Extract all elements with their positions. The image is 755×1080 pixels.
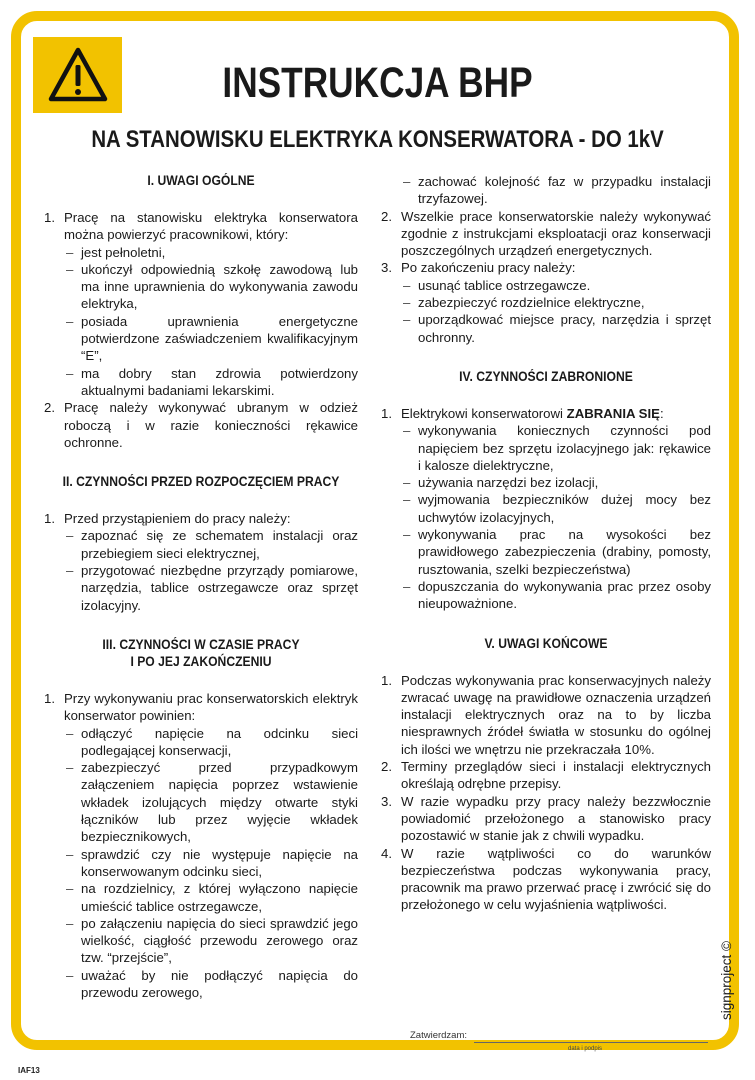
bullet-item: – posiada uprawnienia energetyczne potwierdzone zaświadczeniem kwalifikacyjnym “E”,	[64, 313, 358, 365]
list-item	[381, 259, 711, 345]
item-text: W razie wątpliwości co do warunków bezpieczeństwa podczas wykonywania pracy, pracownik ma prawo przerwać pracę i zwrócić się do przełożonego w celu wyjaśnienia wątpliwości.	[401, 845, 711, 913]
section-1-heading: I. UWAGI OGÓLNE	[147, 173, 255, 188]
bullet-item: – sprawdzić czy nie występuje napięcie na konserwowanym odcinku sieci,	[64, 846, 358, 881]
item-number: 4.	[381, 845, 392, 861]
section-5-list	[381, 672, 711, 914]
page-subtitle: NA STANOWISKU ELEKTRYKA KONSERWATORA - DO 1kV	[91, 126, 664, 153]
bullet-item: – wyjmowania bezpieczników dużej mocy bez uchwytów izolacyjnych,	[401, 491, 711, 526]
list-item	[44, 690, 358, 1001]
bullet-item: – ma dobry stan zdrowia potwierdzony aktualnymi badaniami lekarskimi.	[64, 365, 358, 400]
section-4-heading: IV. CZYNNOŚCI ZABRONIONE	[459, 368, 633, 384]
item-number: 2.	[381, 759, 392, 775]
bullet-list	[64, 725, 358, 1002]
signature-line	[474, 1042, 708, 1043]
item-text: Wszelkie prace konserwatorskie należy wykonywać zgodnie z instrukcjami eksploatacji oraz konserwacji poszczególnych urządzeń energetycznych.	[401, 208, 711, 259]
item-text: Terminy przeglądów sieci i instalacji elektrycznych określają odrębne przepisy.	[401, 759, 711, 792]
item-number: 1.	[44, 210, 55, 225]
item-text: Przy wykonywaniu prac konserwatorskich elektryk konserwator powinien:	[64, 690, 358, 724]
item-text: Elektrykowi konserwatorowi	[401, 405, 563, 421]
list-item	[381, 845, 711, 914]
item-number: 1.	[381, 672, 392, 688]
item-number: 1.	[381, 405, 392, 421]
item-text: W razie wypadku przy pracy należy bezzwłocznie powiadomić przełożonego a stanowisko pracy pozostawić w stanie jak z chwili wypadku.	[401, 793, 711, 844]
page-title: INSTRUKCJA BHP	[222, 59, 533, 107]
colon: :	[659, 405, 664, 421]
bullet-item: – uporządkować miejsce pracy, narzędzia i sprzęt ochronny.	[401, 311, 711, 346]
item-number: 1.	[44, 511, 55, 527]
item-number: 2.	[381, 208, 392, 224]
approve-label: Zatwierdzam:	[410, 1030, 468, 1041]
list-item	[381, 793, 711, 845]
bullet-list	[64, 527, 358, 613]
section-1-list	[44, 209, 358, 451]
section-3-heading-line-1: III. CZYNNOŚCI W CZASIE PRACY	[102, 636, 300, 652]
item-text: Podczas wykonywania prac konserwacyjnych należy zwracać uwagę na prawidłowe oznaczenia urządzeń instalacji elektrycznych oraz na to by liczba niesprawnych źródeł światła w stosunku do ogólnej ich ilości we wnętrzu nie przekraczała 10%.	[401, 672, 711, 757]
list-item	[381, 405, 711, 613]
bullet-item: – używania narzędzi bez izolacji,	[401, 474, 711, 491]
bullet-item: – zapoznać się ze schematem instalacji oraz przebiegiem sieci elektrycznej,	[64, 527, 358, 562]
list-item	[44, 510, 358, 614]
section-3-list	[44, 690, 358, 1001]
bullet-item: – ukończył odpowiednią szkołę zawodową lub ma inne uprawnienia do wykonywania zawodu elektryka,	[64, 261, 358, 313]
item-text: Przed przystąpieniem do pracy należy:	[64, 511, 291, 527]
list-item	[381, 758, 711, 793]
bullet-item: – zabezpieczyć przed przypadkowym załączeniem napięcia poprzez wstawienie wkładek izolujących między otwarte styki łączników lub przez wyjęcie wkładek bezpiecznikowych,	[64, 759, 358, 845]
bullet-item: – odłączyć napięcie na odcinku sieci podlegającej konserwacji,	[64, 725, 358, 760]
section-3-heading	[60, 636, 343, 670]
item-number: 2.	[44, 400, 55, 416]
bullet-list	[401, 422, 711, 612]
item-number: 3.	[381, 260, 392, 276]
section-2-list	[44, 510, 358, 614]
bullet-list-continued	[381, 173, 711, 208]
item-number: 3.	[381, 793, 392, 809]
bullet-item: – zachować kolejność faz w przypadku instalacji trzyfazowej.	[401, 173, 711, 208]
bullet-item: – usunąć tablice ostrzegawcze.	[401, 277, 711, 294]
item-text: Pracę należy wykonywać ubranym w odzież roboczą i w razie konieczności rękawice ochronne.	[64, 400, 358, 450]
section-5-heading: V. UWAGI KOŃCOWE	[484, 635, 608, 651]
left-column	[44, 172, 358, 1001]
brand-mark: signproject ©	[719, 941, 734, 1020]
bullet-item: – przygotować niezbędne przyrządy pomiarowe, narzędzia, tablice ostrzegawcze oraz sprzęt izolacyjny.	[64, 562, 358, 614]
section-3-heading-line-2: I PO JEJ ZAKOŃCZENIU	[130, 653, 272, 669]
right-column	[381, 173, 711, 914]
list-item	[381, 208, 711, 260]
section-2-heading: II. CZYNNOŚCI PRZED ROZPOCZĘCIEM PRACY	[62, 474, 340, 490]
section-4-list	[381, 405, 711, 613]
approve-sublabel: data i podpis	[568, 1046, 603, 1052]
bullet-item: – po załączeniu napięcia do sieci sprawdzić jego wielkość, ciągłość przewodu zerowego oraz tzw. “przejście”,	[64, 915, 358, 967]
bullet-list	[401, 277, 711, 346]
bullet-item: – wykonywania prac na wysokości bez prawidłowego zabezpieczenia (drabiny, pomosty, rusztowania, szelki bezpieczeństwa)	[401, 526, 711, 578]
bullet-item: – zabezpieczyć rozdzielnice elektryczne,	[401, 294, 711, 311]
list-item	[381, 672, 711, 758]
bullet-item: – na rozdzielnicy, z której wyłączono napięcie umieścić tablice ostrzegawcze,	[64, 880, 358, 915]
list-item	[44, 209, 358, 399]
bullet-item: – uważać by nie podłączyć napięcia do przewodu zerowego,	[64, 967, 358, 1002]
bullet-item: – wykonywania koniecznych czynności pod napięciem bez sprzętu izolacyjnego jak: rękawice i kalosze dielektryczne,	[401, 422, 711, 474]
item-text: Pracę na stanowisku elektryka konserwatora można powierzyć pracownikowi, który:	[64, 210, 358, 243]
document-code: IAF13	[18, 1066, 40, 1075]
item-number: 1.	[44, 690, 55, 706]
list-item	[44, 399, 358, 451]
bullet-list	[64, 244, 358, 400]
bullet-item: – jest pełnoletni,	[64, 244, 358, 261]
section-3-list-continued	[381, 208, 711, 346]
item-text: Po zakończeniu pracy należy:	[401, 260, 576, 276]
bullet-item: – dopuszczania do wykonywania prac przez osoby nieupoważnione.	[401, 578, 711, 613]
prohibited-label: ZABRANIA SIĘ	[566, 405, 660, 421]
